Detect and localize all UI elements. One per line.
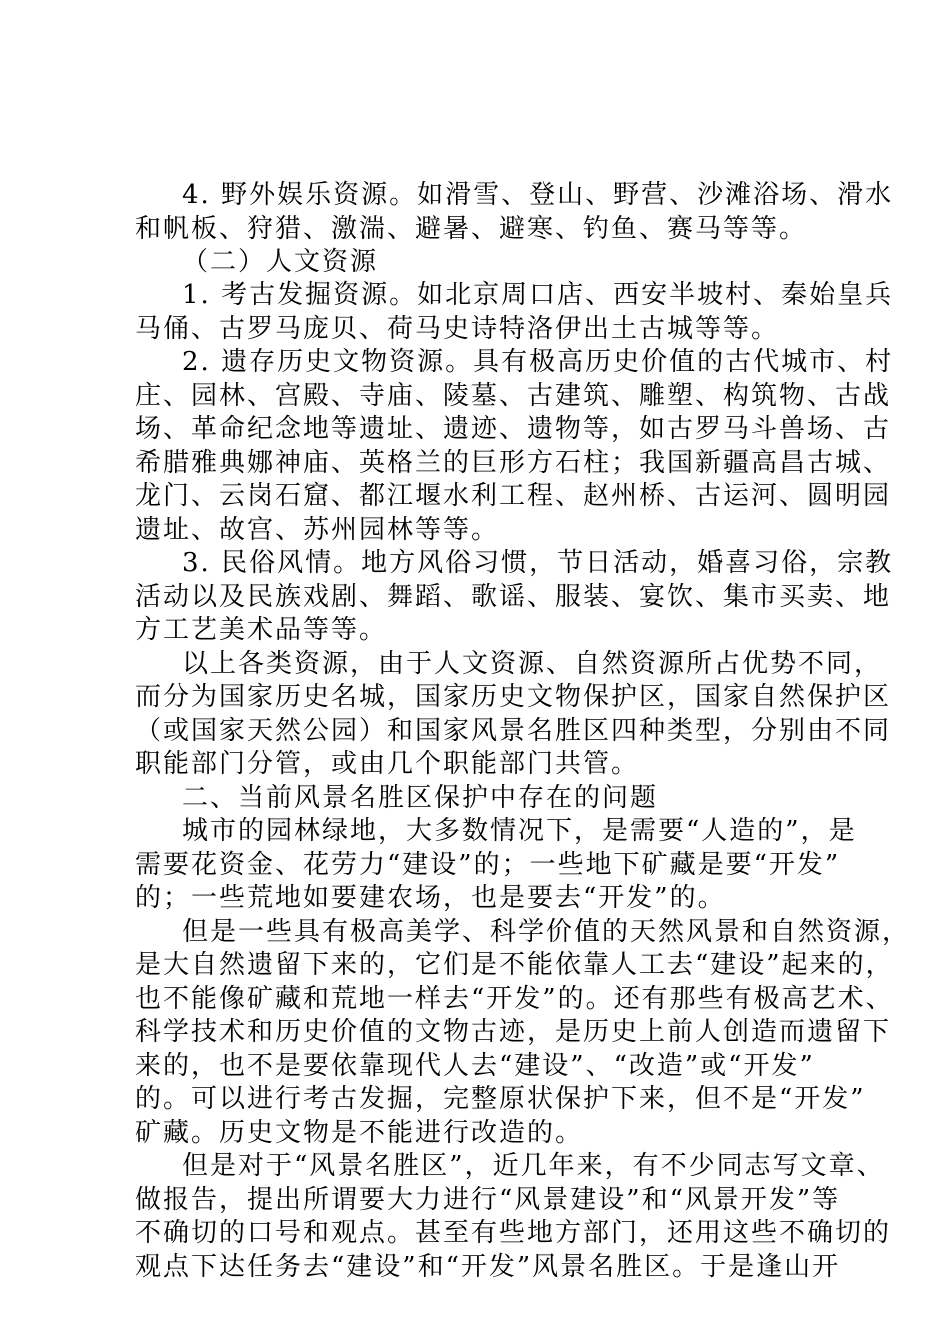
text-line: 也不能像矿藏和荒地一样去“开发”的。还有那些有极高艺术、: [135, 984, 894, 1014]
text-line: 来的，也不是要依靠现代人去“建设”、“改造”或“开发”: [135, 1051, 815, 1081]
text-line: 1. 考古发掘资源。如北京周口店、西安半坡村、秦始皇兵: [182, 280, 894, 310]
text-line: 以上各类资源，由于人文资源、自然资源所占优势不同，: [182, 649, 883, 679]
section-heading: 二、当前风景名胜区保护中存在的问题: [182, 783, 659, 813]
text-line: 场、革命纪念地等遗址、遗迹、遗物等，如古罗马斗兽场、古: [135, 414, 892, 444]
text-line: 遗址、故宫、苏州园林等等。: [135, 515, 500, 545]
text-line: 的。可以进行考古发掘，完整原状保护下来，但不是“开发”: [135, 1084, 866, 1114]
text-line: 观点下达任务去“建设”和“开发”风景名胜区。于是逢山开: [135, 1252, 841, 1282]
text-line: 需要花资金、花劳力“建设”的；一些地下矿藏是要“开发”: [135, 850, 841, 880]
text-line: 希腊雅典娜神庙、英格兰的巨形方石柱；我国新疆高昌古城、: [135, 448, 892, 478]
text-line: 2. 遗存历史文物资源。具有极高历史价值的古代城市、村: [182, 347, 894, 377]
text-line: 科学技术和历史价值的文物古迹，是历史上前人创造而遗留下: [135, 1017, 892, 1047]
text-line: 不确切的口号和观点。甚至有些地方部门，还用这些不确切的: [135, 1218, 892, 1248]
text-line: 的；一些荒地如要建农场，也是要去“开发”的。: [135, 883, 726, 913]
text-line: 是大自然遗留下来的，它们是不能依靠人工去“建设”起来的，: [135, 950, 894, 980]
text-line: 方工艺美术品等等。: [135, 615, 388, 645]
text-line: 龙门、云岗石窟、都江堰水利工程、赵州桥、古运河、圆明园: [135, 481, 892, 511]
text-line: 但是对于“风景名胜区”，近几年来，有不少同志写文章、: [182, 1151, 885, 1181]
text-line: 城市的园林绿地，大多数情况下，是需要“人造的”，是: [182, 816, 857, 846]
text-line: 3. 民俗风情。地方风俗习惯，节日活动，婚喜习俗，宗教: [182, 548, 894, 578]
text-line: 而分为国家历史名城，国家历史文物保护区，国家自然保护区: [135, 682, 892, 712]
text-line: 职能部门分管，或由几个职能部门共管。: [135, 749, 640, 779]
text-line: 但是一些具有极高美学、科学价值的天然风景和自然资源，: [182, 917, 911, 947]
text-line: 马俑、古罗马庞贝、荷马史诗特洛伊出土古城等等。: [135, 314, 780, 344]
text-line: 和帆板、狩猎、激湍、避暑、避寒、钓鱼、赛马等等。: [135, 214, 808, 244]
text-line: 矿藏。历史文物是不能进行改造的。: [135, 1118, 584, 1148]
text-line: （或国家天然公园）和国家风景名胜区四种类型，分别由不同: [135, 716, 892, 746]
text-line: 活动以及民族戏剧、舞蹈、歌谣、服装、宴饮、集市买卖、地: [135, 582, 892, 612]
text-line: 4. 野外娱乐资源。如滑雪、登山、野营、沙滩浴场、滑水: [182, 180, 894, 210]
section-heading: （二）人文资源: [182, 247, 379, 277]
text-line: 庄、园林、宫殿、寺庙、陵墓、古建筑、雕塑、构筑物、古战: [135, 381, 892, 411]
text-line: 做报告，提出所谓要大力进行“风景建设”和“风景开发”等: [135, 1185, 841, 1215]
